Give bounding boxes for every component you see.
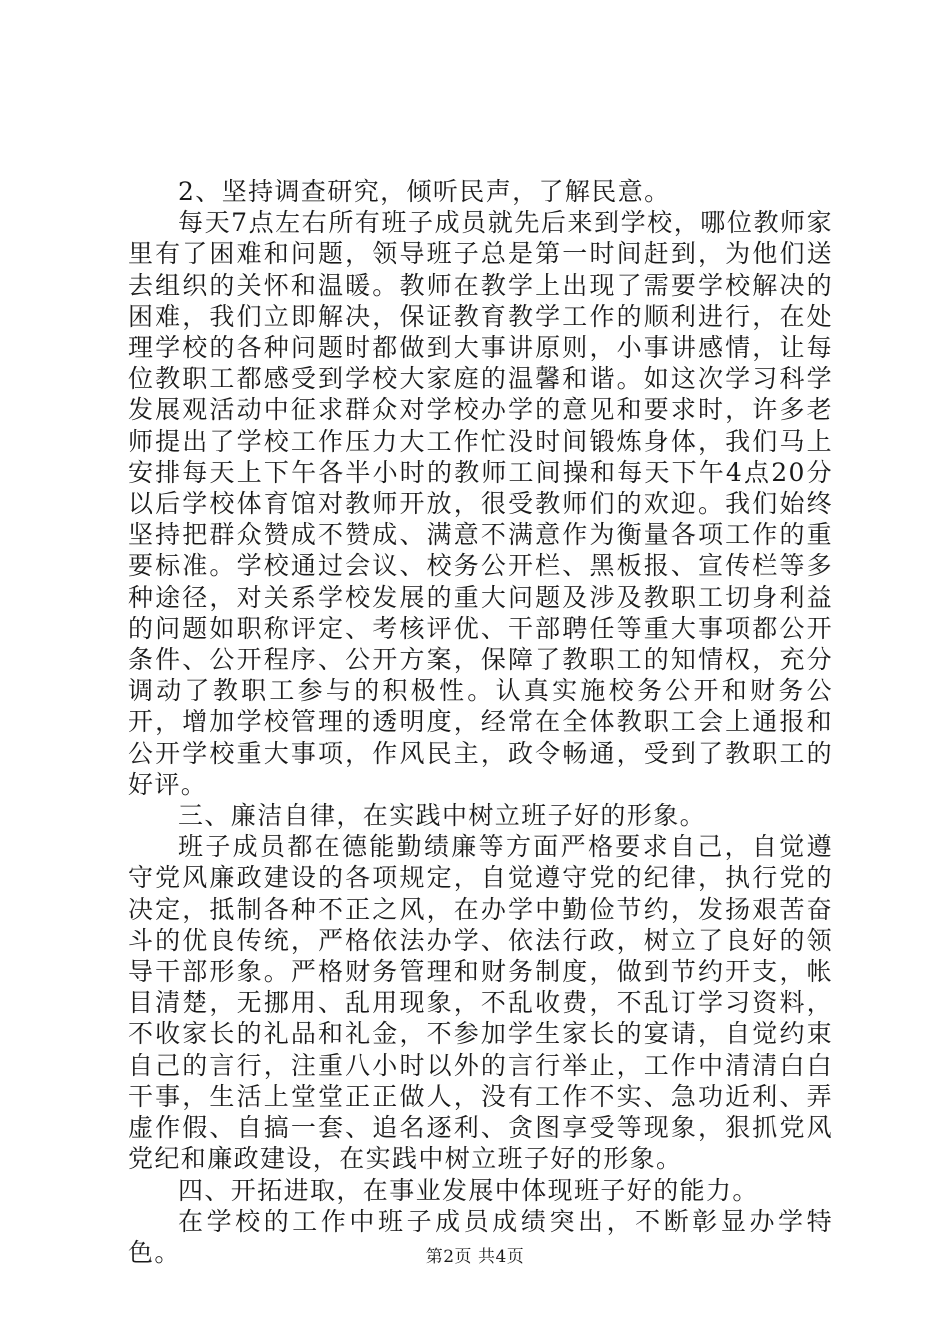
paragraph-heading-4: 四、开拓进取，在事业发展中体现班子好的能力。: [178, 1175, 759, 1205]
page-number-footer: 第2页 共4页: [425, 1247, 525, 1267]
paragraph-research: 每天7点左右所有班子成员就先后来到学校，哪位教师家里有了困难和问题，领导班子总是第一时间赶到，为他们送去组织的关怀和温暖。教师在教学上出现了需要学校解决的困难，我们立即解决，保证教育教学工作的顺利进行，在处理学校的各种问题时都做到大事讲原则，小事讲感情，让每位教职工都感受到学校大家庭的温馨和谐。如这次学习科学发展观活动中征求群众对学校办学的意见和要求时，许多老师提出了学校工作压力大工作忙没时间锻炼身体，我们马上安排每天上下午各半小时的教师工间操和每天下午4点20分以后学校体育馆对教师开放，很受教师们的欢迎。我们始终坚持把群众赞成不赞成、满意不满意作为衡量各项工作的重要标准。学校通过会议、校务公开栏、黑板报、宣传栏等多种途径，对关系学校发展的重大问题及涉及教职工切身利益的问题如职称评定、考核评优、干部聘任等重大事项都公开条件、公开程序、公开方案，保障了教职工的知情权，充分调动了教职工参与的积极性。认真实施校务公开和财务公开，增加学校管理的透明度，经常在全体教职工会上通报和公开学校重大事项，作风民主，政令畅通，受到了教职工的好评。: [128, 208, 833, 799]
paragraph-integrity: 班子成员都在德能勤绩廉等方面严格要求自己，自觉遵守党风廉政建设的各项规定，自觉遵守党的纪律，执行党的决定，抵制各种不正之风，在办学中勤俭节约，发扬艰苦奋斗的优良传统，严格依法办学、依法行政，树立了良好的领导干部形象。严格财务管理和财务制度，做到节约开支，帐目清楚，无挪用、乱用现象，不乱收费，不乱订学习资料，不收家长的礼品和礼金，不参加学生家长的宴请，自觉约束自己的言行，注重八小时以外的言行举止，工作中清清白白干事，生活上堂堂正正做人，没有工作不实、急功近利、弄虚作假、自搞一套、追名逐利、贪图享受等现象，狠抓党风党纪和廉政建设，在实践中树立班子好的形象。: [128, 832, 833, 1174]
document-body: [128, 176, 833, 1268]
paragraph-achievements: 在学校的工作中班子成员成绩突出，不断彰显办学特色。: [128, 1206, 833, 1267]
paragraph-heading-2: 2、坚持调查研究，倾听民声，了解民意。: [178, 177, 671, 206]
paragraph-heading-3: 三、廉洁自律，在实践中树立班子好的形象。: [178, 801, 707, 831]
